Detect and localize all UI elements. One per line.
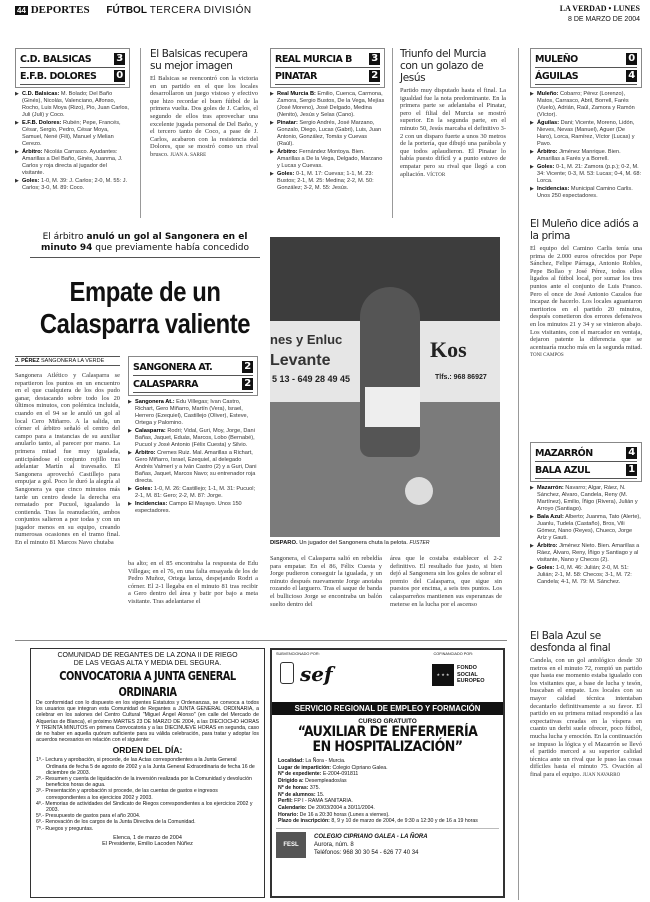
kicker-text: El árbitro xyxy=(42,232,87,242)
course-field xyxy=(278,758,497,765)
detail-line xyxy=(15,91,130,119)
page-number: 44 xyxy=(17,6,26,15)
detail-label: C.D. Balsicas: xyxy=(22,91,60,97)
field-value: De 20/03/2004 a 30/11/2004. xyxy=(308,804,375,811)
detail-value: Jiménez Manrique. Bien. Amarillas a Farés y a Borrell. xyxy=(537,149,621,162)
detail-value: Alberto; Juanma, Tato (Alerte), Juanlu, Tudela (Castaño), Bros, Vili Gómez, Nano (Reyes), Chueco, Jorge Aríz y Gauti. xyxy=(537,514,641,541)
detail-line xyxy=(128,501,258,515)
order-item: 3º.- Presentación y aprobación si procede, de las cuentas de gastos e ingresos correspondientes a los ejercicios 2002 y 2003. xyxy=(36,788,218,801)
course-field xyxy=(278,778,497,785)
order-item: 6º.- Renovación de los cargos de la Junta Directiva de la Comunidad. xyxy=(36,819,196,826)
detail-label: Pinatar: xyxy=(277,120,298,126)
team-score: 2 xyxy=(242,361,253,373)
sef-logo: sef xyxy=(300,662,333,686)
match-details xyxy=(15,91,130,192)
detail-label: Árbitro: xyxy=(537,543,558,549)
field-value: De 16 a 20:30 horas (Lunes a viernes). xyxy=(299,811,390,818)
detail-label: Incidencias: xyxy=(537,186,570,192)
team-name: SANGONERA AT. xyxy=(133,361,213,373)
detail-line xyxy=(530,543,642,564)
match-details xyxy=(530,91,642,200)
detail-line xyxy=(270,171,385,192)
player-figure xyxy=(360,287,420,457)
byline: TONI CAMPOS xyxy=(530,353,564,359)
school-address: Aurora, núm. 8 xyxy=(314,842,354,849)
byline-place: SANGONERA LA VERDE xyxy=(40,358,105,364)
detail-value: Rubén; Pepe, Francés, César, Sergio, Pedro, César Moya, Samuel, Nené (Fili), Manuel y Melian Cerezo. xyxy=(22,120,121,147)
ad-order-title: ORDEN DEL DÍA: xyxy=(112,745,183,756)
masthead-date xyxy=(560,4,640,25)
detail-label: Goles: xyxy=(537,164,555,170)
order-item: 1º.- Lectura y aprobación, si procede, de las Actas correspondientes a la Junta General Ordinaria de fecha 5 de agosto de 2002 y a la Junta General Extraordinaria de fecha 16 de diciembre de 2003. xyxy=(36,757,255,776)
photo-banner-text: nes y Enluc xyxy=(270,332,343,347)
field-value: 375. xyxy=(309,784,320,791)
photo-banner-text: Tlfs.: 968 86927 xyxy=(435,374,487,381)
detail-value: Rodri; Vidal, Guri, Moy, Jorge, Dani Bañas, Jaquet, Eduás, Marcos, Lobo (Bernabé), Pucuol y José Antonio (Félix Cuesta) y Silvio. xyxy=(135,428,255,448)
field-value: Desempleados/as xyxy=(305,778,347,785)
field-label: Plazo de inscripción: xyxy=(278,818,330,825)
field-value: 15. xyxy=(317,791,325,798)
team-row xyxy=(535,445,637,462)
photo-caption xyxy=(270,540,505,546)
division-name: TERCERA DIVISIÓN xyxy=(149,5,252,16)
ad-org-line: COMUNIDAD DE REGANTES DE LA ZONA II DE RIEGO xyxy=(57,652,238,659)
article-text: Candela, con un gol antológico desde 30 metros en el minuto 72, rompió un partido que hasta ese momento estaba igualado con los visitantes que, a base de lucha y tesón, buscaban el empate. Los locales con su mayor calidad técnica intentaban decantarlo definitivamente a su favor. El partido en su primera mitad respondió a las expectativas creadas en la víspera en cuanto un derbi suele ofrecer, poco fútbol, mucha lucha y emoción. En la continuación se impuso la lógica y el Mazarrón se llevó el partido merced a su superior calidad técnica ante un rival que le puso las cosas difíciles hasta el minuto 75. Ovación al final para el equipo. xyxy=(530,657,642,778)
detail-line xyxy=(128,428,258,449)
column-divider xyxy=(140,48,141,218)
ad-regantes xyxy=(30,648,265,898)
byline-author: J. PÉREZ xyxy=(15,358,40,364)
detail-label: Goles: xyxy=(135,486,153,492)
detail-label: E.F.B. Dolores: xyxy=(22,120,62,126)
course-field xyxy=(278,792,497,799)
page-header xyxy=(15,4,252,16)
article-balaazul xyxy=(530,630,642,780)
detail-label: Sangonera At.: xyxy=(135,399,175,405)
kicker-bold: anuló un gol al Sangonera en el minuto 94 xyxy=(40,232,248,253)
subsidized-label: SUBVENCIONADO POR: xyxy=(276,652,320,656)
field-label: Dirigido a: xyxy=(278,778,304,785)
order-item: 7º.- Ruegos y preguntas. xyxy=(36,825,94,832)
field-label: Nº de alumnos: xyxy=(278,791,316,798)
byline: VÍCTOR xyxy=(426,172,446,178)
course-field xyxy=(278,771,497,778)
fse-logo-text: FONDO SOCIAL EUROPEO xyxy=(457,665,485,684)
field-label: Lugar de impartición: xyxy=(278,764,332,771)
issue-date: 8 DE MARZO DE 2004 xyxy=(568,16,640,23)
detail-value: Municipal Camino Carlis. Unos 250 espectadores. xyxy=(537,186,633,199)
team-score: 4 xyxy=(626,447,637,459)
detail-value: Jiménez Nieto. Bien. Amarillas a Ráez, Álvaro, Reny, Íñigo y Santiago y al visitante, Nano y Checos (2). xyxy=(537,543,640,563)
detail-value: 1-0, M. 26: Castillejo; 1-1, M. 31: Pucuol; 2-1, M. 81: Gero; 2-2, M. 87: Jorge. xyxy=(135,486,256,499)
detail-line xyxy=(15,178,130,192)
byline: JUAN NAVARRO xyxy=(582,772,621,778)
detail-value: Cremes Ruiz. Mal. Amarillas a Richart, Gero Miñarro, Israel, Ezequiel, al delegado Andrés Valmerí y a Iván Castro (2) y a Guri, Dani Bañas, Jaquet, Marcos Navo; su entrenador roja directa. xyxy=(135,450,257,484)
detail-value: Emilio, Cuenca, Carmona, Zamora, Sergio Bustos, De la Vega, Mejías (José Moreno), José Delgado, Medina (Nenito), Jesús y Selas (Cano). xyxy=(277,91,385,118)
team-row xyxy=(535,68,637,85)
detail-line xyxy=(530,485,642,513)
detail-value: Sergio Andrés, José Marzano, Gonzalo, Diego, Lucas (Gabri), Luis, Juan Antonio, González, Tomás y Cuevas (Raúl). xyxy=(277,120,382,147)
team-row xyxy=(535,462,637,479)
team-score: 2 xyxy=(369,70,380,82)
team-row xyxy=(20,68,125,85)
field-label: Calendario: xyxy=(278,804,307,811)
article-title: Triunfo del Murcia con un golazo de Jesús xyxy=(400,48,486,84)
main-byline xyxy=(15,356,120,366)
score-table xyxy=(15,48,130,88)
match-details xyxy=(270,91,385,192)
field-label: Nº de expediente: xyxy=(278,771,322,778)
region-shield-icon xyxy=(280,662,294,684)
field-label: Nº de horas: xyxy=(278,784,309,791)
team-row xyxy=(535,51,637,68)
detail-label: Muleño: xyxy=(537,91,559,97)
course-title: “AUXILIAR DE ENFERMERÍA EN HOSPITALIZACIÓN” xyxy=(297,724,478,755)
team-score: 3 xyxy=(114,53,125,65)
detail-line xyxy=(270,91,385,119)
detail-value: Navarro; Algar, Ráez, N. Sánchez, Alvaro, Candela, Reny (M. Martínez), Emilio, Íñigo (Rivera), Julián y Arroyo (Santiago). xyxy=(537,485,638,512)
detail-value: Cobarro; Pérez (Lorenzo), Matos, Carrasco, Abril, Borrell, Farés (Vuelo), Adrián, Raúl, Zamora y Ramón (Víctor). xyxy=(537,91,635,118)
order-item: 4º.- Memorias de actividades del Sindicato de Riegos correspondientes a los ejercicios 2002 y 2003. xyxy=(36,800,253,814)
main-text-col3: Sangonera, el Calasparra salió en rebeldía para empatar. En el 86, Félix Cuesta y Jorge pudieron conseguir la igualada, y un minuto después nuevamente Jorge anotaba rozando el larguero. Tras el saque de banda el bullicioso Jorge se encontraba un balón suelto dentro del xyxy=(270,555,382,608)
field-value: FP I - RAMA SANITARIA. xyxy=(294,798,353,805)
ad-curso-enfermeria xyxy=(270,648,505,898)
detail-value: Nicolás Carrasco. Ayudantes: Amarillas a Del Baño, Ginés, Juanma, J. Carlos y roja directa al jugador del visitante. xyxy=(22,149,123,176)
team-name: MULEÑO xyxy=(535,53,578,65)
ad-order-list xyxy=(36,757,259,831)
article-muleno xyxy=(530,218,642,360)
match-photo xyxy=(270,237,500,537)
paper-name: LA VERDAD • LUNES xyxy=(559,4,640,13)
team-name: BALA AZUL xyxy=(535,464,590,476)
score-table xyxy=(530,442,642,482)
match-details xyxy=(530,485,642,586)
main-text-col4: área que le costaba establecer el 2-2 definitivo. El resultado fue justo, si bien dejó al Sangonera sin los goles de sobrar el premio del Calasparra, que sigue sin puestos por encima, a seis tres puntos. Los calasparreños mantienen sus esperanzas de meterse en la lucha por el ascenso xyxy=(390,555,502,608)
article-balsicas xyxy=(150,48,258,160)
field-label: Localidad: xyxy=(278,758,304,764)
column-divider xyxy=(518,48,519,900)
team-row xyxy=(275,51,380,68)
ad-intro: De conformidad con lo dispuesto en los vigentes Estatutos y Ordenanzas, se convoca a todos los usuarios que integran esta Comunidad de Regantes a JUNTA GENERAL ORDINARIA, a celebrar en los salones del Centro Cultural "Miguel Ángel Alonso" (en calle del Mercado de Alquerías de Blanca), el próximo MARTES 23 DE MARZO DE 2004, a las DIECIOCHO HORAS Y TREINTA MINUTOS en primera Convocatoria y a las DIECINUEVE HORAS en segunda, caso de no haber en aquella quórum suficiente para su válida celebración, para tratar y adoptar los acuerdos necesarios en relación con el siguiente: xyxy=(36,700,259,744)
detail-line xyxy=(128,399,258,427)
detail-value: Dani; Vicente, Moreno, Lidón, Nieves, Nevas (Manuel), Aguer (De Haro), Lorca, Ramírez, Víctor (Lucas) y Pavo. xyxy=(537,120,635,147)
ad-service-banner: SERVICIO REGIONAL DE EMPLEO Y FORMACIÓN xyxy=(272,702,503,715)
school-phones: Teléfonos: 968 30 30 54 - 626 77 40 34 xyxy=(314,850,419,857)
detail-label: Árbitro: xyxy=(22,149,43,155)
course-details xyxy=(272,755,503,828)
field-value: Colegio Cipriano Galea. xyxy=(332,764,388,771)
detail-label: Goles: xyxy=(537,565,555,571)
detail-line xyxy=(530,91,642,119)
photo-credit: FUSTER xyxy=(409,540,430,546)
detail-label: Árbitro: xyxy=(537,149,558,155)
course-field xyxy=(278,798,497,805)
detail-line xyxy=(530,164,642,185)
order-item: 5º.- Presupuesto de gastos para el año 2004. xyxy=(36,813,141,820)
detail-line xyxy=(128,450,258,485)
caption-text: Un jugador del Sangonera chuta la pelota. xyxy=(297,540,408,546)
team-score: 4 xyxy=(626,70,637,82)
photo-banner-text: 5 13 - 649 28 49 45 xyxy=(272,374,351,384)
course-label: CURSO GRATUITO xyxy=(358,718,417,725)
team-score: 0 xyxy=(114,70,125,82)
detail-line xyxy=(15,120,130,148)
team-name: ÁGUILAS xyxy=(535,70,579,82)
detail-label: Goles: xyxy=(22,178,40,184)
football xyxy=(405,477,433,505)
article-title: El Muleño dice adiós a la prima xyxy=(530,218,639,242)
article-text: Partido muy disputado hasta el final. La igualdad fue la nota predominante. En la primera parte se adelantaba el Pinatar, pero el filial del Murcia se mostró superior. En la segunda parte, en el minuto 50, Jesús marcaba el definitivo 3-2 con un disparo fuerte a unos 30 metros de la portería, que dibujó una parábola y que todos aplaudieron. El Pinatar lo había puesto difícil y a punto estuvo de empatar pero su rival que llegó a con apliación. xyxy=(400,87,506,178)
score-table xyxy=(128,356,258,396)
player-shorts xyxy=(365,387,420,427)
ad-title: CONVOCATORIA A JUNTA GENERAL ORDINARIA xyxy=(59,669,236,699)
detail-line xyxy=(128,486,258,500)
score-table xyxy=(530,48,642,88)
photo-banner-text: Levante xyxy=(270,352,331,369)
article-text: El equipo del Camino Carlis tenía una prima de 2.000 euros ofrecidos por Pepe Sánchez, Felipe Párraga, Antonio Robles, Pepe Bollao y José Pérez, todos ellos ligados al fútbol local, por sumar los tres puntos ante el conjunto de Luis Franco. Pero el once de José Antonio Cazalos fue incapaz de hacerlo. Los locales aguantaron meritorios en el partido 20 minutos, después cometieron dos errores defensivos en los minutos 21 y 34 y se vinieron abajo. Los visitantes, con el marcador en ventaja, dejaron patente la diferencia que se acentuaría mucho más en la segunda mitad. xyxy=(530,245,642,351)
caption-bold: DISPARO. xyxy=(270,540,298,546)
match-details xyxy=(128,399,258,515)
detail-label: Goles: xyxy=(277,171,295,177)
main-text-col2: ba alto; en el 85 encontraba la respuesta de Edu Villegas; en el 76, en una falta ensayada de los de Pedro Muñoz, Ortega lanza, despejando Rodri a córner. El 2-1 llegaba en el minuto 81 tras recibir a Gero dentro del área y batir por bajo a meta visitante. Tras adelantarse el xyxy=(128,560,258,605)
course-field xyxy=(278,805,497,812)
eu-flag-icon: ★ ★ ★ xyxy=(432,664,454,686)
team-name: PINATAR xyxy=(275,70,317,82)
course-field xyxy=(278,785,497,792)
team-row xyxy=(275,68,380,85)
school-name: COLEGIO CIPRIANO GALEA - LA ÑORA xyxy=(314,834,428,841)
field-value: La Ñora - Murcia. xyxy=(305,758,346,764)
team-name: C.D. BALSICAS xyxy=(20,53,92,65)
detail-value: Edu Villegas; Ivan Castro, Richart, Gero Miñarro, Martín (Vera), Israel, Herrero (Ezequiel), Castillejo (Oliver), Esteve, Ortega y Palomino. xyxy=(135,399,249,426)
course-field xyxy=(278,818,497,825)
detail-line xyxy=(530,149,642,163)
section-divider xyxy=(15,640,507,641)
main-kicker xyxy=(30,232,260,258)
detail-line xyxy=(270,149,385,170)
ad-org-line: DE LAS VEGAS ALTA Y MEDIA DEL SEGURA. xyxy=(73,660,222,667)
detail-line xyxy=(270,120,385,148)
field-label: Perfil: xyxy=(278,798,293,805)
detail-label: Bala Azul: xyxy=(537,514,564,520)
fesl-logo: FESL xyxy=(276,832,306,858)
score-table xyxy=(270,48,385,88)
section-name: DEPORTES xyxy=(30,4,90,16)
photo-banner-text: Kos xyxy=(430,337,467,362)
team-score: 2 xyxy=(242,378,253,390)
order-item: 2º.- Resumen y cuenta de liquidación de la inversión realizada por la Comunidad y devolución beneficios horas de agua. xyxy=(36,776,252,789)
course-field xyxy=(278,765,497,772)
article-murcia xyxy=(400,48,506,179)
detail-label: Águilas: xyxy=(537,120,560,126)
detail-label: Árbitro: xyxy=(277,149,298,155)
detail-value: Fernández Montoya. Bien. Amarillas a De la Vega, Delgado, Marzano y Lucas y Cuevas. xyxy=(277,149,383,169)
detail-value: 0-1, M. 17: Cuevas; 1-1, M. 23: Bustos; 2-1, M. 25: Medina; 2-2, M. 50: González; 3-2, M. 55: Jesús. xyxy=(277,171,374,191)
detail-line xyxy=(530,120,642,148)
detail-value: 1-0, M. 39: J. Carlos; 2-0, M. 55: J. Carlos; 3-0, M. 89: Coco. xyxy=(22,178,128,191)
ad-place-date: Elenca, 1 de marzo de 2004 xyxy=(113,834,182,841)
detail-value: M. Bolado; Del Baño (Ginés), Nicolás, Valenciano, Alfonso, Rocho, Luis Moya (Rizo), Pio, Juan Carlos, Juli (Juli) y Coco. xyxy=(22,91,129,118)
field-value: E-2004-091811 xyxy=(322,771,359,778)
team-row xyxy=(20,51,125,68)
detail-label: Incidencias: xyxy=(135,501,168,507)
detail-value: 0-1, M. 21: Zamora (p.p.); 0-2, M. 34: Vicente; 0-3, M. 53: Lucas; 0-4, M. 68: Lorca. xyxy=(537,164,642,184)
article-title: El Balsicas recupera su mejor imagen xyxy=(150,48,248,72)
main-text-col1: Sangonera Atlético y Calasparra se repartieron los puntos en un encuentro en el que cualquiera de los dos pudo ganar, destacando sobre todo los 20 últimos minutos, con polémica incluida, cuando en el 94 se le anuló un gol al local Cero Miñarro. A la salida, un córner el árbitro señaló el centro del campo para a instancias de su auxiliar anularlo tanto, al parecer por mano. La primera mitad fue muy igualada, anticipándose el conjunto rojillo tras adelantar Martín al travesaño. El Sangonera aprovechó Castillejo para empujar a gol. Poco le duró la alegría al Sangonera ya que cinco minutos más tarde un centro desde la derecha era rematado por Pucuol, igualando la contienda. Tras la reanudación, ambos conjuntos salieron a por todas y con un jugador menos en su equipo, creando numerosas ocasiones en el tramo final. En el minuto 81 Marcos Navo chutaba xyxy=(15,372,120,547)
course-field xyxy=(278,812,497,819)
team-row xyxy=(133,376,253,393)
cofinanced-label: COFINANCIADO POR: xyxy=(433,652,473,656)
detail-line xyxy=(530,514,642,542)
team-score: 0 xyxy=(626,53,637,65)
main-headline: Empate de un Calasparra valiente xyxy=(39,276,251,339)
detail-line xyxy=(530,565,642,586)
team-row xyxy=(133,359,253,376)
team-name: REAL MURCIA B xyxy=(275,53,352,65)
team-score: 3 xyxy=(369,53,380,65)
team-name: CALASPARRA xyxy=(133,378,198,390)
byline: JUAN A. SARRE xyxy=(170,152,207,158)
detail-label: Calasparra: xyxy=(135,428,166,434)
match-box-muleno-aguilas xyxy=(530,48,642,201)
article-title: El Bala Azul se desfonda al final xyxy=(530,630,611,654)
column-divider xyxy=(392,48,393,218)
field-label: Horario: xyxy=(278,811,299,818)
detail-label: Real Murcia B: xyxy=(277,91,316,97)
kicker-text: que previamente había concedido xyxy=(92,243,249,253)
team-score: 1 xyxy=(626,464,637,476)
detail-label: Mazarrón: xyxy=(537,485,564,491)
detail-value: Campo El Mayayo. Unos 150 espectadores. xyxy=(135,501,242,514)
article-text: El Balsicas se reencontró con la victoria en un partido en el que los locales desarrollaron un juego vistoso y efectivo que hizo recordar el buen fútbol de la primera vuelta. Dos goles de J. Carlos, el segundo de ellos tras aprovechar una excelente jugada personal de Del Baño, y el tercero tanto de Coco, a pase de J. Carlos, acabaron con la resistencia del Dolores, que se mostró como un rival brusco. xyxy=(150,75,258,158)
detail-line xyxy=(15,149,130,177)
field-value: 8, 9 y 10 de marzo de 2004, de 9:30 a 12:30 y de 16 a 19 horas xyxy=(331,818,478,825)
match-box-balsicas-dolores xyxy=(15,48,130,193)
team-name: E.F.B. DOLORES xyxy=(20,70,97,82)
sport-name: FÚTBOL xyxy=(106,5,147,16)
match-box-murcia-pinatar xyxy=(270,48,385,193)
ad-signature: El Presidente, Emilio Lacoden Núñez xyxy=(102,840,193,847)
detail-label: Árbitro: xyxy=(135,450,156,456)
match-box-mazarron-balaazul xyxy=(530,442,642,587)
team-name: MAZARRÓN xyxy=(535,447,593,459)
detail-value: 1-0, M. 46: Julián; 2-0, M. 51: Julián; 2-1, M. 58: Checos; 3-1, M. 72: Candela; 4-1, M. 79: M. Sánchez. xyxy=(537,565,632,585)
match-box-sangonera-calasparra xyxy=(128,356,258,516)
detail-line xyxy=(530,186,642,200)
